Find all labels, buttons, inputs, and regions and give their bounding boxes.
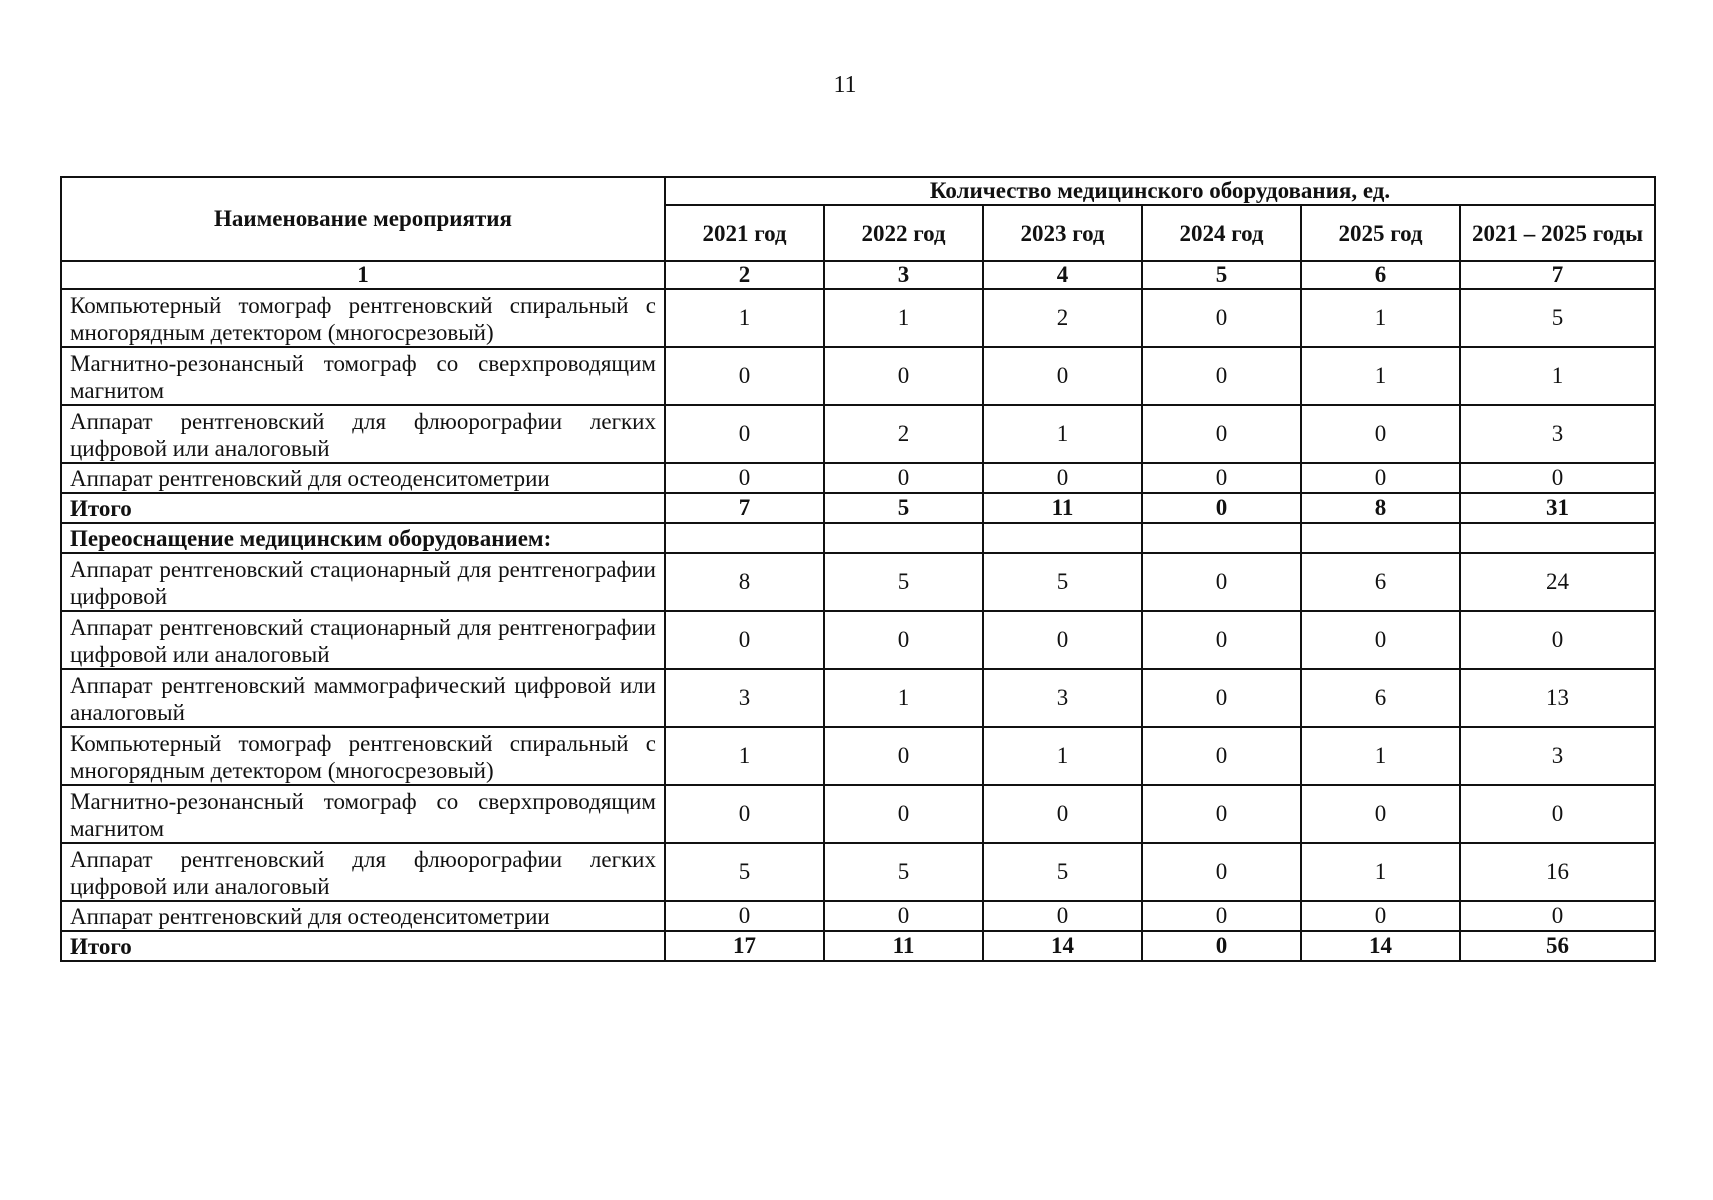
row-name: Итого (61, 493, 665, 523)
row-value: 1 (824, 289, 983, 347)
row-value: 0 (824, 611, 983, 669)
row-name: Магнитно-резонансный томограф со сверхпроводящим магнитом (61, 347, 665, 405)
row-value: 0 (983, 611, 1142, 669)
section-heading: Переоснащение медицинским оборудованием: (61, 523, 665, 553)
row-name: Магнитно-резонансный томограф со сверхпроводящим магнитом (61, 785, 665, 843)
row-name: Итого (61, 931, 665, 961)
row-value: 0 (1142, 901, 1301, 931)
row-value: 0 (824, 463, 983, 493)
row-value: 5 (983, 553, 1142, 611)
header-quantity: Количество медицинского оборудования, ед. (665, 177, 1655, 205)
row-name: Аппарат рентгеновский для остеоденситометрии (61, 901, 665, 931)
row-value: 1 (824, 669, 983, 727)
row-value: 0 (1301, 405, 1460, 463)
row-value: 0 (1301, 611, 1460, 669)
column-number: 7 (1460, 261, 1655, 289)
row-value: 0 (824, 901, 983, 931)
row-value: 0 (1460, 463, 1655, 493)
row-value: 6 (1301, 669, 1460, 727)
row-value (824, 523, 983, 553)
row-value: 0 (983, 463, 1142, 493)
row-value: 1 (1301, 289, 1460, 347)
row-value: 0 (1142, 669, 1301, 727)
row-value: 11 (824, 931, 983, 961)
equipment-table (60, 176, 1656, 962)
row-value: 8 (665, 553, 824, 611)
row-value: 1 (665, 727, 824, 785)
row-name: Аппарат рентгеновский для флюорографии легких цифровой или аналоговый (61, 405, 665, 463)
row-value (983, 523, 1142, 553)
column-number: 4 (983, 261, 1142, 289)
row-value: 0 (1142, 405, 1301, 463)
table-row (61, 901, 1655, 931)
row-value: 0 (1142, 463, 1301, 493)
row-value: 0 (1142, 493, 1301, 523)
row-value: 0 (824, 727, 983, 785)
row-value (665, 523, 824, 553)
header-year-total: 2021 – 2025 годы (1460, 205, 1655, 261)
row-value: 5 (824, 493, 983, 523)
header-year: 2024 год (1142, 205, 1301, 261)
row-value: 7 (665, 493, 824, 523)
row-value: 0 (665, 405, 824, 463)
row-value: 14 (983, 931, 1142, 961)
table-row (61, 553, 1655, 611)
row-value: 6 (1301, 553, 1460, 611)
row-value: 56 (1460, 931, 1655, 961)
row-name: Аппарат рентгеновский для флюорографии легких цифровой или аналоговый (61, 843, 665, 901)
header-year: 2023 год (983, 205, 1142, 261)
row-value: 0 (824, 347, 983, 405)
row-value: 0 (665, 901, 824, 931)
row-value: 5 (665, 843, 824, 901)
page-number: 11 (833, 72, 857, 98)
row-value: 11 (983, 493, 1142, 523)
row-value: 0 (1142, 785, 1301, 843)
row-name: Компьютерный томограф рентгеновский спиральный с многорядным детектором (многосрезовый) (61, 727, 665, 785)
table-row (61, 463, 1655, 493)
table-row (61, 727, 1655, 785)
row-value: 2 (824, 405, 983, 463)
row-value: 0 (665, 463, 824, 493)
table-row (61, 669, 1655, 727)
column-number: 6 (1301, 261, 1460, 289)
row-value: 17 (665, 931, 824, 961)
row-value: 0 (1142, 611, 1301, 669)
row-value: 14 (1301, 931, 1460, 961)
table-body (61, 261, 1655, 961)
row-value: 16 (1460, 843, 1655, 901)
column-numbers-row (61, 261, 1655, 289)
column-number: 5 (1142, 261, 1301, 289)
column-number: 3 (824, 261, 983, 289)
row-value: 1 (983, 405, 1142, 463)
table-row (61, 289, 1655, 347)
row-value: 0 (1301, 785, 1460, 843)
row-value: 13 (1460, 669, 1655, 727)
row-value: 0 (1301, 463, 1460, 493)
row-value: 0 (1142, 843, 1301, 901)
row-value: 1 (983, 727, 1142, 785)
row-value: 5 (824, 843, 983, 901)
row-value: 31 (1460, 493, 1655, 523)
table-row (61, 843, 1655, 901)
row-value: 0 (1460, 611, 1655, 669)
row-value: 0 (1142, 553, 1301, 611)
row-value: 3 (1460, 727, 1655, 785)
total-row (61, 931, 1655, 961)
row-value: 0 (983, 785, 1142, 843)
row-name: Аппарат рентгеновский маммографический цифровой или аналоговый (61, 669, 665, 727)
table-row (61, 347, 1655, 405)
row-value: 0 (1142, 347, 1301, 405)
row-value: 0 (1142, 289, 1301, 347)
row-value: 0 (1142, 727, 1301, 785)
row-name: Компьютерный томограф рентгеновский спиральный с многорядным детектором (многосрезовый) (61, 289, 665, 347)
row-name: Аппарат рентгеновский стационарный для рентгенографии цифровой или аналоговый (61, 611, 665, 669)
row-value: 8 (1301, 493, 1460, 523)
header-year: 2022 год (824, 205, 983, 261)
row-value: 1 (1460, 347, 1655, 405)
row-value: 0 (1142, 931, 1301, 961)
row-value: 0 (665, 785, 824, 843)
row-value: 1 (665, 289, 824, 347)
header-year: 2025 год (1301, 205, 1460, 261)
row-value: 0 (1301, 901, 1460, 931)
row-value: 0 (983, 901, 1142, 931)
row-value: 2 (983, 289, 1142, 347)
row-value: 0 (665, 347, 824, 405)
row-value (1301, 523, 1460, 553)
row-value: 0 (1460, 785, 1655, 843)
row-name: Аппарат рентгеновский для остеоденситометрии (61, 463, 665, 493)
section-heading-row (61, 523, 1655, 553)
total-row (61, 493, 1655, 523)
column-number: 2 (665, 261, 824, 289)
header-name: Наименование мероприятия (61, 177, 665, 261)
table-row (61, 785, 1655, 843)
header-year: 2021 год (665, 205, 824, 261)
row-value: 1 (1301, 843, 1460, 901)
row-value: 0 (665, 611, 824, 669)
row-value: 1 (1301, 347, 1460, 405)
row-value: 5 (824, 553, 983, 611)
row-value: 3 (983, 669, 1142, 727)
table-row (61, 611, 1655, 669)
row-value: 0 (1460, 901, 1655, 931)
row-value: 0 (983, 347, 1142, 405)
table-row (61, 405, 1655, 463)
row-value: 5 (1460, 289, 1655, 347)
row-value: 3 (665, 669, 824, 727)
row-name: Аппарат рентгеновский стационарный для рентгенографии цифровой (61, 553, 665, 611)
row-value: 24 (1460, 553, 1655, 611)
row-value: 3 (1460, 405, 1655, 463)
column-number: 1 (61, 261, 665, 289)
row-value (1142, 523, 1301, 553)
row-value: 5 (983, 843, 1142, 901)
row-value: 0 (824, 785, 983, 843)
row-value: 1 (1301, 727, 1460, 785)
row-value (1460, 523, 1655, 553)
